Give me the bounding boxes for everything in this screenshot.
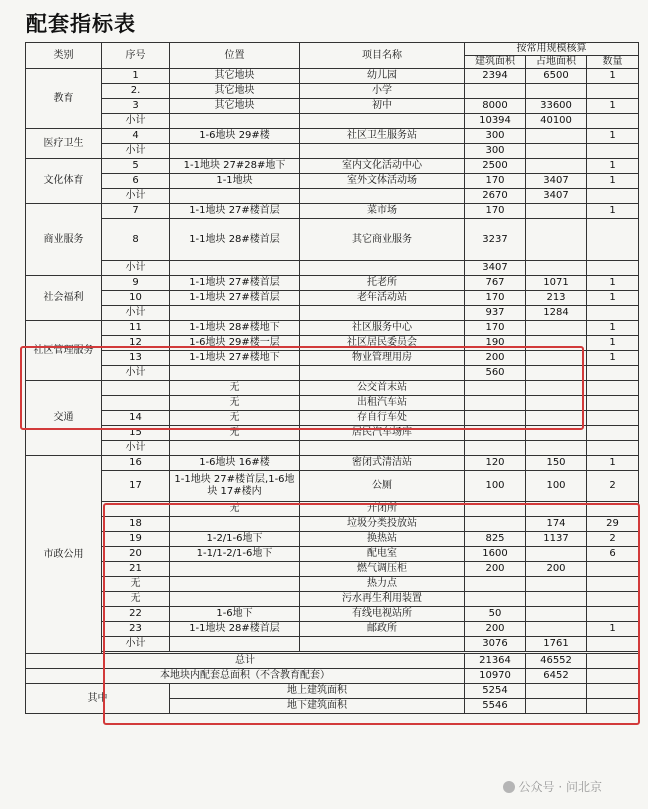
table-row xyxy=(26,351,639,366)
cell-location: 无 xyxy=(170,396,300,411)
subtotal-label: 小计 xyxy=(102,261,170,276)
cell-quantity: 29 xyxy=(587,517,639,532)
cell-location: 无 xyxy=(170,426,300,441)
total-land-area: 46552 xyxy=(526,654,587,669)
cell-project: 菜市场 xyxy=(300,204,465,219)
cell-building-area: 3076 xyxy=(465,637,526,652)
cell-quantity: 2 xyxy=(587,532,639,547)
cell-project: 邮政所 xyxy=(300,622,465,637)
cell-location: 1-2/1-6地下 xyxy=(170,532,300,547)
subtotal-row xyxy=(26,114,639,129)
cell-location: 1-6地块 16#楼 xyxy=(170,456,300,471)
cell-seq: 17 xyxy=(102,471,170,502)
cell-project: 初中 xyxy=(300,99,465,114)
cell-quantity: 6 xyxy=(587,547,639,562)
cell-building-area: 300 xyxy=(465,144,526,159)
cell-project: 室外文体活动场 xyxy=(300,174,465,189)
below-ground-label: 地下建筑面积 xyxy=(170,699,465,714)
cell-project: 其它商业服务 xyxy=(300,219,465,261)
cell-building-area: 200 xyxy=(465,622,526,637)
cell-land-area: 1137 xyxy=(526,532,587,547)
cell-land-area xyxy=(526,336,587,351)
cell-building-area: 200 xyxy=(465,351,526,366)
cell-seq: 4 xyxy=(102,129,170,144)
subtotal-label: 小计 xyxy=(102,366,170,381)
wechat-icon xyxy=(503,781,515,793)
cell-location: 1-1地块 27#楼首层 xyxy=(170,204,300,219)
cell-project: 托老所 xyxy=(300,276,465,291)
cell-location: 1-1地块 28#楼地下 xyxy=(170,321,300,336)
cell-location: 1-6地下 xyxy=(170,607,300,622)
table-row xyxy=(26,174,639,189)
cell-seq: 20 xyxy=(102,547,170,562)
table-row xyxy=(26,276,639,291)
cell-land-area xyxy=(526,547,587,562)
cell-seq: 22 xyxy=(102,607,170,622)
cell-seq: 13 xyxy=(102,351,170,366)
cell-project: 配电室 xyxy=(300,547,465,562)
table-row xyxy=(26,291,639,306)
subtotal-label: 小计 xyxy=(102,189,170,204)
cell-project: 社区居民委员会 xyxy=(300,336,465,351)
table-row xyxy=(26,562,639,577)
cell-quantity: 1 xyxy=(587,291,639,306)
table-row xyxy=(26,622,639,637)
cell-land-area: 1761 xyxy=(526,637,587,652)
subtotal-row xyxy=(26,441,639,456)
table-row xyxy=(26,99,639,114)
cell-quantity: 1 xyxy=(587,456,639,471)
cell-location: 1-1地块 27#楼地下 xyxy=(170,351,300,366)
cell-location xyxy=(170,592,300,607)
table-row xyxy=(26,336,639,351)
cell-building-area: 767 xyxy=(465,276,526,291)
among-row xyxy=(26,684,639,699)
cell-building-area: 825 xyxy=(465,532,526,547)
cell-location: 无 xyxy=(170,502,300,517)
cell-building-area: 10394 xyxy=(465,114,526,129)
cell-seq: 16 xyxy=(102,456,170,471)
category-medical: 医疗卫生 xyxy=(26,129,102,159)
cell-seq: 10 xyxy=(102,291,170,306)
cell-building-area: 2670 xyxy=(465,189,526,204)
subtotal-label: 小计 xyxy=(102,441,170,456)
header-quantity: 数量 xyxy=(587,56,639,69)
cell-building-area: 170 xyxy=(465,291,526,306)
cell-location: 无 xyxy=(170,411,300,426)
cell-land-area: 40100 xyxy=(526,114,587,129)
cell-seq xyxy=(102,396,170,411)
cell-project: 存自行车处 xyxy=(300,411,465,426)
cell-location xyxy=(170,517,300,532)
above-ground-label: 地上建筑面积 xyxy=(170,684,465,699)
cell-seq: 14 xyxy=(102,411,170,426)
table-row xyxy=(26,547,639,562)
cell-quantity: 1 xyxy=(587,276,639,291)
total-row xyxy=(26,654,639,669)
cell-location xyxy=(170,577,300,592)
cell-project: 公厕 xyxy=(300,471,465,502)
table-row xyxy=(26,592,639,607)
cell-land-area: 6500 xyxy=(526,69,587,84)
above-ground-area: 5254 xyxy=(465,684,526,699)
cell-seq: 2. xyxy=(102,84,170,99)
cell-seq: 19 xyxy=(102,532,170,547)
cell-quantity: 2 xyxy=(587,471,639,502)
table-row xyxy=(26,532,639,547)
cell-quantity: 1 xyxy=(587,159,639,174)
cell-quantity: 1 xyxy=(587,351,639,366)
page-title: 配套指标表 xyxy=(26,12,136,36)
cell-location: 1-6地块 29#楼一层 xyxy=(170,336,300,351)
cell-seq: 3 xyxy=(102,99,170,114)
header-seq: 序号 xyxy=(102,43,170,69)
cell-project: 物业管理用房 xyxy=(300,351,465,366)
cell-quantity: 1 xyxy=(587,174,639,189)
cell-seq: 12 xyxy=(102,336,170,351)
cell-land-area xyxy=(526,351,587,366)
cell-building-area: 120 xyxy=(465,456,526,471)
cell-project: 有线电视站所 xyxy=(300,607,465,622)
cell-building-area: 170 xyxy=(465,321,526,336)
cell-building-area: 190 xyxy=(465,336,526,351)
cell-building-area: 560 xyxy=(465,366,526,381)
category-community: 社区管理服务 xyxy=(26,321,102,381)
cell-project: 幼儿园 xyxy=(300,69,465,84)
cell-land-area: 200 xyxy=(526,562,587,577)
cell-quantity: 1 xyxy=(587,622,639,637)
cell-project: 开闭所 xyxy=(300,502,465,517)
cell-project: 换热站 xyxy=(300,532,465,547)
cell-land-area: 3407 xyxy=(526,189,587,204)
cell-land-area xyxy=(526,204,587,219)
table-row xyxy=(26,411,639,426)
subtotal-row xyxy=(26,637,639,652)
cell-quantity xyxy=(587,84,639,99)
subtotal-label: 小计 xyxy=(102,306,170,321)
cell-land-area xyxy=(526,129,587,144)
cell-project: 热力点 xyxy=(300,577,465,592)
cell-seq: 21 xyxy=(102,562,170,577)
cell-location: 1-1地块 28#楼首层 xyxy=(170,219,300,261)
cell-project: 社区服务中心 xyxy=(300,321,465,336)
cell-project: 社区卫生服务站 xyxy=(300,129,465,144)
table-row xyxy=(26,396,639,411)
header-land-area: 占地面积 xyxy=(526,56,587,69)
subtotal-label: 小计 xyxy=(102,637,170,652)
cell-land-area: 174 xyxy=(526,517,587,532)
table-row xyxy=(26,84,639,99)
header-location: 位置 xyxy=(170,43,300,69)
cell-building-area: 200 xyxy=(465,562,526,577)
cell-seq: 8 xyxy=(102,219,170,261)
cell-project: 污水再生利用装置 xyxy=(300,592,465,607)
cell-building-area: 300 xyxy=(465,129,526,144)
cell-location: 无 xyxy=(170,381,300,396)
table-row xyxy=(26,502,639,517)
total-label: 总计 xyxy=(26,654,465,669)
cell-quantity xyxy=(587,607,639,622)
cell-project: 公交首末站 xyxy=(300,381,465,396)
table-row xyxy=(26,381,639,396)
cell-seq xyxy=(102,381,170,396)
table-row xyxy=(26,471,639,502)
header-scale-group: 按常用规模核算 xyxy=(465,43,639,56)
cell-location: 1-1地块 xyxy=(170,174,300,189)
cell-land-area xyxy=(526,219,587,261)
table-row xyxy=(26,577,639,592)
cell-building-area: 170 xyxy=(465,204,526,219)
cell-location: 其它地块 xyxy=(170,69,300,84)
header-category: 类别 xyxy=(26,43,102,69)
watermark-text: 公众号 · 问北京 xyxy=(518,780,602,794)
indicator-table xyxy=(25,42,639,714)
cell-land-area xyxy=(526,622,587,637)
cell-quantity: 1 xyxy=(587,204,639,219)
cell-quantity: 1 xyxy=(587,69,639,84)
subtotal-label: 小计 xyxy=(102,144,170,159)
cell-building-area: 50 xyxy=(465,607,526,622)
total-building-area: 21364 xyxy=(465,654,526,669)
cell-quantity xyxy=(587,219,639,261)
table-row xyxy=(26,129,639,144)
cell-project: 密闭式清洁站 xyxy=(300,456,465,471)
watermark xyxy=(503,778,602,795)
table-row xyxy=(26,321,639,336)
cell-land-area: 1284 xyxy=(526,306,587,321)
cell-building-area xyxy=(465,517,526,532)
cell-quantity xyxy=(587,562,639,577)
cell-seq: 11 xyxy=(102,321,170,336)
below-ground-area: 5546 xyxy=(465,699,526,714)
cell-location: 1-1地块 27#楼首层 xyxy=(170,291,300,306)
header-row xyxy=(26,43,639,56)
header-building-area: 建筑面积 xyxy=(465,56,526,69)
table-row xyxy=(26,69,639,84)
cell-project: 居民汽车场库 xyxy=(300,426,465,441)
cell-location: 1-1/1-2/1-6地下 xyxy=(170,547,300,562)
subtotal-row xyxy=(26,189,639,204)
cell-seq: 1 xyxy=(102,69,170,84)
cell-project: 老年活动站 xyxy=(300,291,465,306)
cell-seq xyxy=(102,502,170,517)
cell-building-area: 2500 xyxy=(465,159,526,174)
table-row xyxy=(26,159,639,174)
table-row xyxy=(26,219,639,261)
header-project: 项目名称 xyxy=(300,43,465,69)
category-utilities: 市政公用 xyxy=(26,456,102,654)
cell-building-area: 170 xyxy=(465,174,526,189)
cell-building-area: 8000 xyxy=(465,99,526,114)
cell-quantity: 1 xyxy=(587,321,639,336)
cell-seq: 无 xyxy=(102,577,170,592)
cell-seq: 7 xyxy=(102,204,170,219)
subtotal-row xyxy=(26,261,639,276)
cell-location: 1-1地块 27#楼首层,1-6地块 17#楼内 xyxy=(170,471,300,502)
cell-seq: 23 xyxy=(102,622,170,637)
table-row xyxy=(26,607,639,622)
cell-project: 小学 xyxy=(300,84,465,99)
cell-location: 其它地块 xyxy=(170,84,300,99)
cell-seq: 5 xyxy=(102,159,170,174)
cell-land-area xyxy=(526,159,587,174)
category-education: 教育 xyxy=(26,69,102,129)
block-total-label: 本地块内配套总面积（不含教育配套） xyxy=(26,669,465,684)
cell-building-area: 100 xyxy=(465,471,526,502)
cell-location: 1-1地块 28#楼首层 xyxy=(170,622,300,637)
cell-land-area xyxy=(526,607,587,622)
cell-location: 1-1地块 27#28#地下 xyxy=(170,159,300,174)
subtotal-row xyxy=(26,144,639,159)
cell-land-area xyxy=(526,84,587,99)
cell-seq: 18 xyxy=(102,517,170,532)
cell-building-area: 3237 xyxy=(465,219,526,261)
cell-seq: 无 xyxy=(102,592,170,607)
cell-building-area xyxy=(465,84,526,99)
cell-building-area: 3407 xyxy=(465,261,526,276)
cell-building-area: 937 xyxy=(465,306,526,321)
cell-location: 其它地块 xyxy=(170,99,300,114)
category-commerce: 商业服务 xyxy=(26,204,102,276)
cell-seq: 15 xyxy=(102,426,170,441)
cell-project: 垃圾分类投放站 xyxy=(300,517,465,532)
table-row xyxy=(26,517,639,532)
category-culture: 文化体育 xyxy=(26,159,102,204)
block-total-land-area: 6452 xyxy=(526,669,587,684)
cell-seq: 6 xyxy=(102,174,170,189)
cell-location: 1-1地块 27#楼首层 xyxy=(170,276,300,291)
cell-land-area xyxy=(526,321,587,336)
cell-quantity: 1 xyxy=(587,336,639,351)
cell-seq: 9 xyxy=(102,276,170,291)
table-row xyxy=(26,456,639,471)
category-welfare: 社会福利 xyxy=(26,276,102,321)
cell-quantity: 1 xyxy=(587,129,639,144)
cell-project: 燃气调压柜 xyxy=(300,562,465,577)
cell-project: 室内文化活动中心 xyxy=(300,159,465,174)
subtotal-row xyxy=(26,366,639,381)
cell-project: 出租汽车站 xyxy=(300,396,465,411)
cell-land-area: 3407 xyxy=(526,174,587,189)
cell-building-area: 2394 xyxy=(465,69,526,84)
subtotal-row xyxy=(26,306,639,321)
block-total-building-area: 10970 xyxy=(465,669,526,684)
cell-location xyxy=(170,562,300,577)
cell-land-area: 150 xyxy=(526,456,587,471)
category-transport: 交通 xyxy=(26,381,102,456)
cell-land-area: 213 xyxy=(526,291,587,306)
block-total-row xyxy=(26,669,639,684)
cell-land-area: 100 xyxy=(526,471,587,502)
cell-land-area: 33600 xyxy=(526,99,587,114)
subtotal-label: 小计 xyxy=(102,114,170,129)
table-row xyxy=(26,426,639,441)
cell-quantity: 1 xyxy=(587,99,639,114)
cell-land-area: 1071 xyxy=(526,276,587,291)
table-row xyxy=(26,204,639,219)
cell-building-area: 1600 xyxy=(465,547,526,562)
among-label: 其中 xyxy=(26,684,170,714)
cell-location: 1-6地块 29#楼 xyxy=(170,129,300,144)
